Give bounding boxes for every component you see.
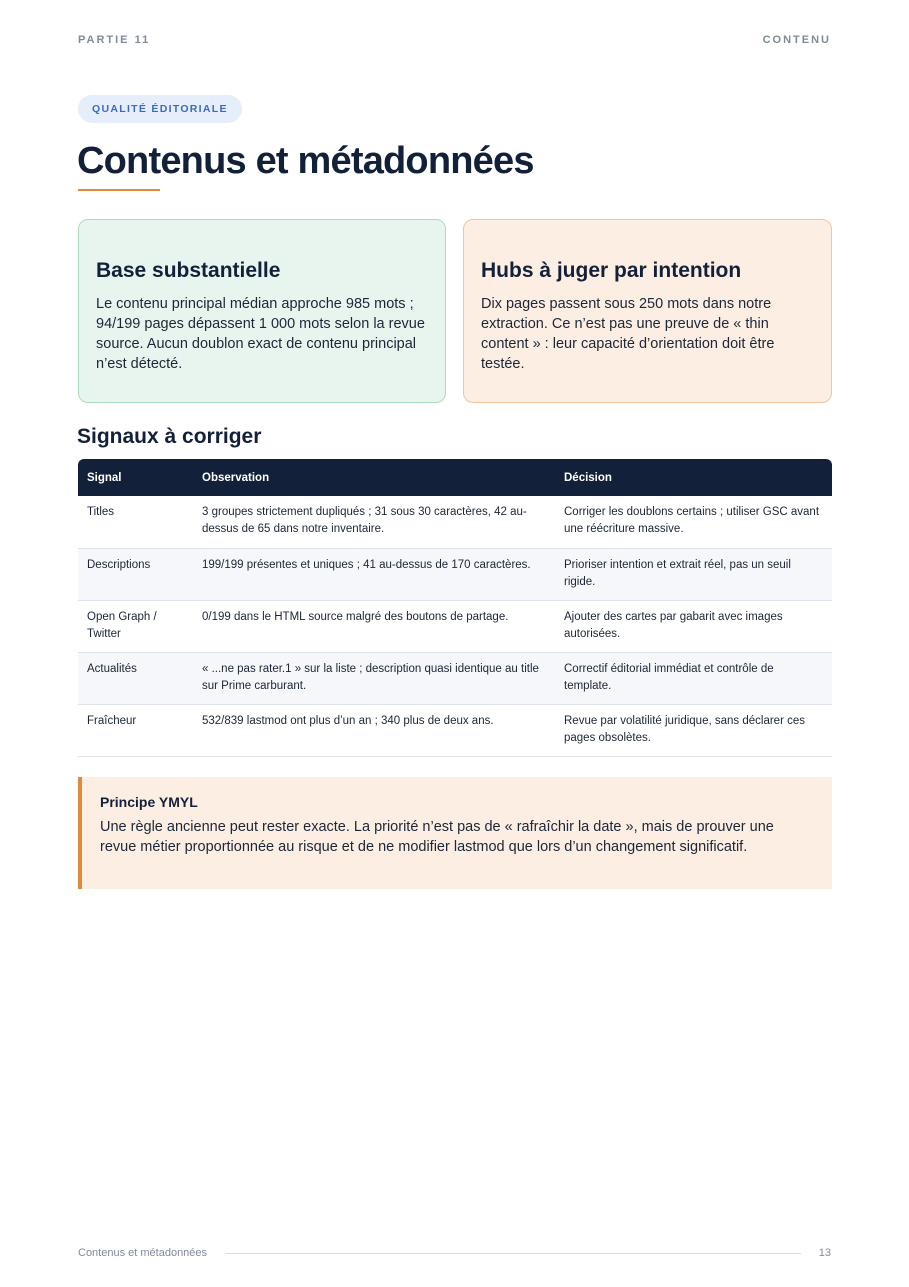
ymyl-callout xyxy=(78,777,832,889)
section-title: Signaux à corriger xyxy=(77,425,262,448)
table-cell-signal: Actualités xyxy=(78,652,193,704)
column-header-signal: Signal xyxy=(78,459,193,496)
table-cell-observation: « ...ne pas rater.1 » sur la liste ; description quasi identique au title sur Prime carburant. xyxy=(193,652,555,704)
column-header-decision: Décision xyxy=(555,459,832,496)
title-underline xyxy=(78,189,160,191)
card-substantial-base xyxy=(78,219,446,403)
card-hubs-intention xyxy=(463,219,832,403)
table-row xyxy=(78,548,832,600)
callout-title: Principe YMYL xyxy=(100,794,198,810)
column-header-observation: Observation xyxy=(193,459,555,496)
card-text: Le contenu principal médian approche 985 mots ; 94/199 pages dépassent 1 000 mots selon la revue source. Aucun doublon exact de contenu principal n’est détecté. xyxy=(96,296,425,372)
table-cell-signal: Fraîcheur xyxy=(78,704,193,756)
category-badge: QUALITÉ ÉDITORIALE xyxy=(78,95,242,123)
table-cell-decision: Ajouter des cartes par gabarit avec images autorisées. xyxy=(555,600,832,652)
table-cell-signal: Descriptions xyxy=(78,548,193,600)
table-cell-observation: 0/199 dans le HTML source malgré des boutons de partage. xyxy=(193,600,555,652)
table-cell-decision: Corriger les doublons certains ; utiliser GSC avant une réécriture massive. xyxy=(555,496,832,548)
page-title: Contenus et métadonnées xyxy=(77,140,534,182)
footer-label: Contenus et métadonnées xyxy=(78,1247,208,1259)
page-number: 13 xyxy=(818,1247,831,1259)
card-title: Hubs à juger par intention xyxy=(481,259,742,282)
table-cell-observation: 3 groupes strictement dupliqués ; 31 sous 30 caractères, 42 au-dessus de 65 dans notre inventaire. xyxy=(193,496,555,548)
table-cell-observation: 199/199 présentes et uniques ; 41 au-dessus de 170 caractères. xyxy=(193,548,555,600)
table-cell-signal: Titles xyxy=(78,496,193,548)
table-row xyxy=(78,652,832,704)
table-row xyxy=(78,704,832,756)
footer-divider xyxy=(225,1253,801,1254)
table-cell-decision: Revue par volatilité juridique, sans déclarer ces pages obsolètes. xyxy=(555,704,832,756)
card-title: Base substantielle xyxy=(96,259,281,282)
card-text: Dix pages passent sous 250 mots dans notre extraction. Ce n’est pas une preuve de « thin content » : leur capacité d’orientation doit être testée. xyxy=(481,296,775,372)
table-row xyxy=(78,600,832,652)
table-cell-observation: 532/839 lastmod ont plus d’un an ; 340 plus de deux ans. xyxy=(193,704,555,756)
running-header xyxy=(78,34,831,46)
table-cell-decision: Prioriser intention et extrait réel, pas un seuil rigide. xyxy=(555,548,832,600)
callout-text: Une règle ancienne peut rester exacte. La priorité n’est pas de « rafraîchir la date », mais de prouver une revue métier proportionnée au risque et de ne modifier lastmod que lors d’un changement significatif. xyxy=(100,819,774,855)
table-row xyxy=(78,496,832,548)
header-topic: CONTENU xyxy=(762,34,831,46)
table-cell-signal: Open Graph / Twitter xyxy=(78,600,193,652)
header-section: PARTIE 11 xyxy=(78,34,151,46)
page-footer xyxy=(78,1245,831,1261)
table-cell-decision: Correctif éditorial immédiat et contrôle de template. xyxy=(555,652,832,704)
signals-table xyxy=(78,459,832,757)
table-header-row xyxy=(78,459,832,496)
